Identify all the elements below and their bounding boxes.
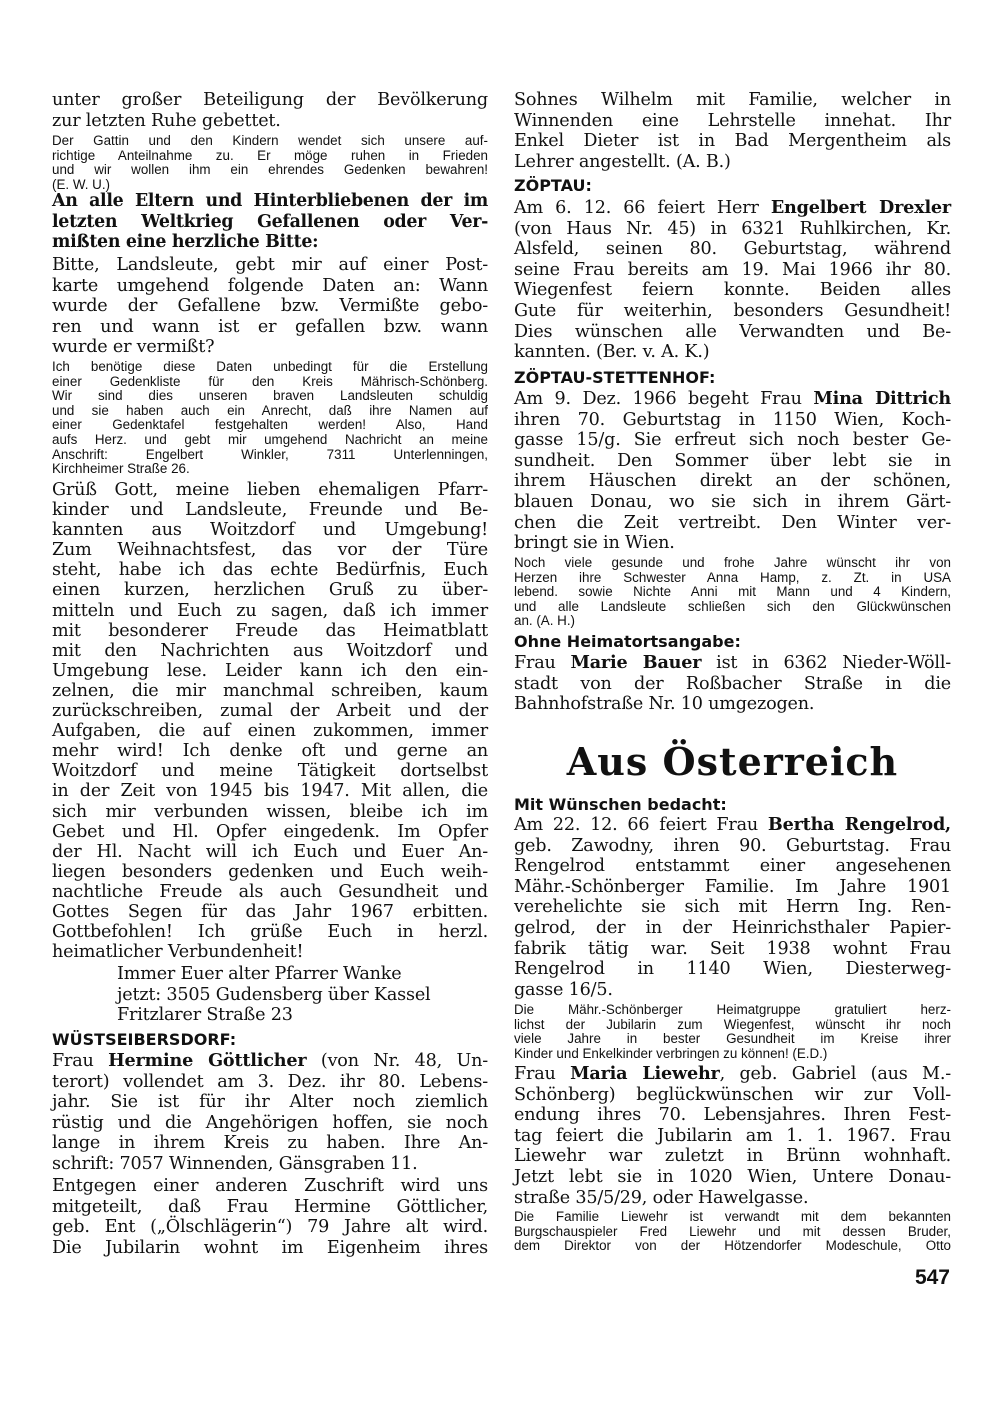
text-line: geb. Ent („Ölschlägerin“) 79 Jahre alt wird. — [52, 1217, 488, 1238]
text-line: rüstig und die Angehörigen hoffen, sie noch — [52, 1112, 488, 1133]
text-line: mit besonderer Freude das Heimatblatt — [52, 620, 488, 641]
text-line: Mit Wünschen bedacht: — [514, 795, 727, 814]
text-line: Bahnhofstraße Nr. 10 umgezogen. — [514, 694, 815, 715]
text-line: Fritzlarer Straße 23 — [117, 1005, 293, 1026]
text-line: ZÖPTAU: — [514, 176, 592, 195]
person-name: Marie Bauer — [570, 652, 702, 673]
text-line: letzten Weltkrieg Gefallenen oder Ver- — [52, 211, 488, 232]
text-line: Frau Maria Liewehr, geb. Gabriel (aus M.- — [514, 1063, 952, 1084]
person-name: Mina Dittrich — [813, 388, 951, 409]
text-line: Gute für weiterhin, besonders Gesundheit! — [514, 300, 951, 321]
paragraph-memorial-list — [52, 360, 488, 477]
person-name: Bertha Rengelrod, — [767, 814, 951, 835]
text-line: lichst der Jubilarin zum Wiegenfest, wünscht ihr noch — [514, 1016, 951, 1032]
heading-ohne-heimatort — [514, 632, 951, 652]
paragraph-heimatgruppe — [514, 1003, 951, 1061]
text-line: ihrem Häuschen direkt an der schönen, — [514, 471, 951, 492]
paragraph-bauer — [514, 653, 951, 715]
text-line: Gebet und Hl. Opfer eingedenk. Im Opfer — [52, 821, 488, 842]
text-line: zur letzten Ruhe gebettet. — [52, 110, 281, 131]
paragraph-continued — [514, 90, 951, 172]
text-line: Rengelrod in 1140 Wien, Diesterweg- — [514, 959, 951, 980]
text-line: Gottes Segen für das Jahr 1967 erbitten. — [52, 901, 488, 922]
person-name: Hermine Göttlicher — [108, 1050, 307, 1071]
text-line: Am 22. 12. 66 feiert Frau Bertha Rengelrod, — [514, 814, 951, 835]
paragraph-liewehr — [514, 1064, 951, 1208]
text-line: fabrik tätig war. Seit 1938 wohnt Frau — [514, 938, 951, 959]
text-line: terort) vollendet am 3. Dez. ihr 80. Lebens- — [52, 1071, 488, 1092]
text-line: Die Familie Liewehr ist verwandt mit dem bekannten — [514, 1209, 951, 1224]
text-line: jetzt: 3505 Gudensberg über Kassel — [117, 984, 431, 1005]
text-line: kinder und Landsleute, Freunde und Be- — [52, 500, 488, 521]
heading-mit-wuenschen — [514, 795, 951, 815]
text-line: blauen Donau, wo sie sich in ihrem Gärt- — [514, 491, 951, 512]
paragraph-rengelrod — [514, 815, 951, 1000]
text-line: wurde er vermißt? — [52, 337, 215, 358]
text-line: Gottbefohlen! Ich grüße Euch in herzl. — [52, 922, 488, 943]
page-number: 547 — [914, 1266, 950, 1289]
paragraph-correction — [52, 1176, 488, 1258]
text-line: Immer Euer alter Pfarrer Wanke — [117, 964, 402, 984]
text-line: endung ihres 70. Lebensjahres. Ihren Fest- — [514, 1105, 951, 1126]
section-title: Aus Österreich — [566, 739, 899, 784]
text-line: tag feiert die Jubilarin am 1. 1. 1967. Frau — [514, 1125, 951, 1146]
text-line: Anschrift: Engelbert Winkler, 7311 Unterlenningen, — [52, 446, 488, 462]
text-line: nachtliche Freude als auch Gesundheit und — [52, 881, 488, 902]
text-line: Kirchheimer Straße 26. — [52, 461, 190, 477]
text-line: einer Gedenkliste für den Kreis Mährisch-Schönberg. — [52, 373, 488, 389]
text-line: sundheit. Den Sommer über lebt sie in — [514, 450, 951, 471]
text-line: Am 6. 12. 66 feiert Herr Engelbert Drexler — [514, 197, 951, 218]
text-line: unter großer Beteiligung der Bevölkerung — [52, 90, 488, 110]
text-line: chen die Zeit vertreibt. Den Winter ver- — [514, 512, 951, 533]
text-line: gasse 16/5. — [514, 979, 613, 1000]
text-line: steht, habe ich das echte Bedürfnis, Euch — [52, 560, 488, 581]
text-line: kannten aus Woitzdorf und Umgebung! — [52, 520, 488, 541]
text-line: und sie haben auch ein Anrecht, daß ihre Namen auf — [52, 402, 488, 418]
text-line: Schönberg) beglückwünschen wir zur Voll- — [514, 1084, 951, 1105]
text-line: schrift: 7057 Winnenden, Gänsgraben 11. — [52, 1153, 418, 1174]
text-line: WÜSTSEIBERSDORF: — [52, 1030, 237, 1049]
text-line: straße 35/5/29, oder Hawelgasse. — [514, 1187, 809, 1208]
text-line: der Hl. Nacht will ich Euch und Euer An- — [52, 841, 488, 862]
text-line: Wir sind dies unseren braven Landsleuten schuldig — [52, 388, 488, 404]
text-line: mitgeteilt, daß Frau Hermine Göttlicher, — [52, 1196, 488, 1217]
text-line: aufs Herz. und gebt mir umgehend Nachricht an meine — [52, 431, 488, 447]
text-line: ren und wann ist er gefallen bzw. wann — [52, 316, 488, 337]
signature-block — [117, 964, 497, 1026]
text-line: Jetzt lebt sie in 1020 Wien, Untere Donau- — [514, 1166, 951, 1187]
text-line: dem Direktor von der Hötzendorfer Modeschule, Otto — [514, 1238, 951, 1254]
heading-zoeptau — [514, 176, 951, 196]
text-line: Ohne Heimatortsangabe: — [514, 632, 741, 651]
text-line: richtige Anteilnahme zu. Er möge ruhen in Frieden — [52, 147, 488, 163]
text-line: stadt von der Roßbacher Straße in die — [514, 673, 951, 694]
text-line: Der Gattin und den Kindern wendet sich unsere auf- — [52, 133, 488, 148]
text-line: Herzen ihre Schwester Anna Hamp, z. Zt. in USA — [514, 569, 951, 585]
text-line: Noch viele gesunde und frohe Jahre wünscht ihr von — [514, 555, 951, 570]
text-line: Enkel Dieter ist in Bad Mergentheim als — [514, 131, 951, 152]
text-line: zurückschreiben, zumal der Arbeit und der — [52, 701, 488, 722]
paragraph-appeal — [52, 255, 488, 358]
text-line: Wiegenfest feiern konnte. Beiden alles — [514, 280, 951, 301]
paragraph-christmas-greeting — [52, 480, 488, 962]
text-line: karte umgehend folgende Daten an: Wann — [52, 275, 488, 296]
text-line: Frau Marie Bauer ist in 6362 Nieder-Wöll- — [514, 652, 951, 673]
text-line: Dies wünschen alle Verwandten und Be- — [514, 321, 951, 342]
text-line: Entgegen einer anderen Zuschrift wird uns — [52, 1176, 488, 1196]
text-line: Ich benötige diese Daten unbedingt für die Erstellung — [52, 359, 488, 374]
paragraph-condolence — [52, 134, 488, 192]
text-line: verehelichte sie sich mit Herrn Ing. Ren- — [514, 897, 951, 918]
text-line: lange in ihrem Kreis zu haben. Ihre An- — [52, 1133, 488, 1154]
text-line: Rengelrod entstammt einer angesehenen — [514, 856, 951, 877]
text-line: Frau Hermine Göttlicher (von Nr. 48, Un- — [52, 1050, 488, 1071]
text-line: Umgebung lese. Leider kann ich den ein- — [52, 660, 488, 681]
text-line: mehr wird! Ich denke oft und gerne an — [52, 741, 488, 762]
text-line: An alle Eltern und Hinterbliebenen der im — [52, 191, 488, 211]
paragraph-goettlicher — [52, 1051, 488, 1175]
text-line: seine Frau bereits am 19. Mai 1966 ihr 80. — [514, 259, 951, 280]
text-line: Woitzdorf und meine Tätigkeit dortselbst — [52, 761, 488, 782]
text-line: und alle Landsleute schließen sich den Glückwünschen — [514, 598, 951, 614]
heading-appeal — [52, 191, 488, 253]
heading-zoeptau-stettenhof — [514, 368, 951, 388]
text-line: Grüß Gott, meine lieben ehemaligen Pfarr- — [52, 480, 488, 500]
paragraph-wishes — [514, 556, 951, 629]
text-line: in der Zeit von 1945 bis 1947. Mit allen, die — [52, 781, 488, 802]
text-line: sich mir verbunden wissen, bleibe ich im — [52, 801, 488, 822]
text-line: mitteln und Euch zu sagen, daß ich immer — [52, 600, 488, 621]
text-line: und wir wollen ihm ein ehrendes Gedenken bewahren! — [52, 162, 488, 178]
text-line: bringt sie in Wien. — [514, 533, 675, 554]
text-line: heimatlicher Verbundenheit! — [52, 942, 304, 963]
text-line: mit den Nachrichten aus Woitzdorf und — [52, 640, 488, 661]
text-line: kannten. (Ber. v. A. K.) — [514, 342, 710, 363]
text-line: zelnen, die mir manchmal schreiben, kaum — [52, 680, 488, 701]
text-line: Sohnes Wilhelm mit Familie, welcher in — [514, 90, 951, 110]
text-line: Die Jubilarin wohnt im Eigenheim ihres — [52, 1237, 488, 1258]
text-line: einen kurzen, herzlichen Gruß zu über- — [52, 580, 488, 601]
person-name: Engelbert Drexler — [770, 197, 951, 218]
paragraph-drexler — [514, 198, 951, 363]
paragraph-liewehr-family — [514, 1210, 951, 1254]
text-line: Burgschauspieler Fred Liewehr und mit dessen Bruder, — [514, 1223, 951, 1239]
paragraph-burial — [52, 90, 488, 131]
text-line: jahr. Sie ist für ihr Alter noch ziemlich — [52, 1092, 488, 1113]
text-line: lebend. sowie Nichte Anni mit Mann und 4 Kindern, — [514, 584, 951, 600]
text-line: an. (A. H.) — [514, 613, 576, 629]
text-line: einer Gedenktafel festgehalten werden! Also, Hand — [52, 417, 488, 433]
text-line: geb. Zawodny, ihren 90. Geburtstag. Frau — [514, 835, 951, 856]
text-line: Kinder und Enkelkinder verbringen zu können! (E.D.) — [514, 1045, 828, 1061]
text-line: Alsfeld, seinen 80. Geburtstag, während — [514, 239, 951, 260]
text-line: Die Mähr.-Schönberger Heimatgruppe gratuliert herz- — [514, 1002, 951, 1017]
text-line: gasse 15/g. Sie erfreut sich noch bester Ge- — [514, 430, 951, 451]
text-line: liegen besonders gedenken und Euch weih- — [52, 861, 488, 882]
text-line: (von Haus Nr. 45) in 6321 Ruhlkirchen, Kr. — [514, 218, 951, 239]
text-line: Winnenden eine Lehrstelle innehat. Ihr — [514, 110, 951, 131]
text-line: gelrod, der in der Heinrichsthaler Papier- — [514, 917, 951, 938]
text-line: (E. W. U.) — [52, 176, 111, 192]
text-line: ihren 70. Geburtstag in 1150 Wien, Koch- — [514, 409, 951, 430]
text-line: Mähr.-Schönberger Familie. Im Jahre 1901 — [514, 876, 951, 897]
text-line: Am 9. Dez. 1966 begeht Frau Mina Dittrich — [514, 388, 951, 409]
paragraph-dittrich — [514, 389, 951, 554]
text-line: mißten eine herzliche Bitte: — [52, 232, 319, 253]
person-name: Maria Liewehr — [570, 1063, 720, 1084]
text-line: Lehrer angestellt. (A. B.) — [514, 151, 731, 172]
text-line: Zum Weihnachtsfest, das vor der Türe — [52, 540, 488, 561]
text-line: ZÖPTAU-STETTENHOF: — [514, 368, 716, 387]
text-line: Aufgaben, die auf einen zukommen, immer — [52, 721, 488, 742]
heading-wuestseibersdorf — [52, 1030, 488, 1050]
text-line: wurde der Gefallene bzw. Vermißte gebo- — [52, 296, 488, 317]
text-line: Liewehr war zuletzt in Brünn wohnhaft. — [514, 1146, 951, 1167]
text-line: viele Jahre in bester Gesundheit im Kreise ihrer — [514, 1031, 951, 1047]
text-line: Bitte, Landsleute, gebt mir auf einer Post- — [52, 255, 488, 275]
